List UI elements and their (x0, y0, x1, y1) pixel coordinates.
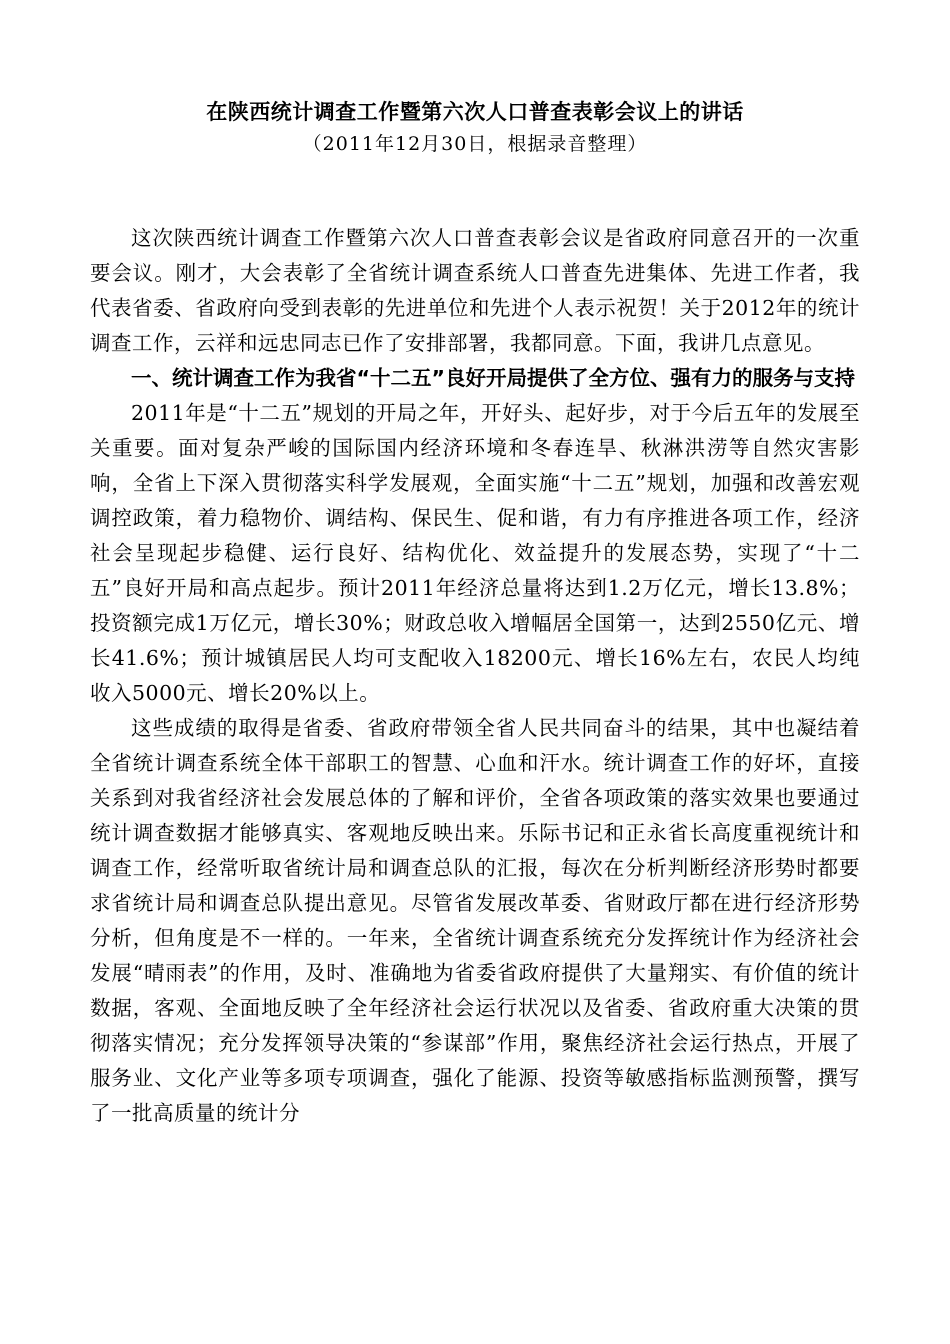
section-heading-1: 一、统计调查工作为我省“十二五”良好开局提供了全方位、强有力的服务与支持 (131, 366, 855, 390)
document-subtitle: （2011年12月30日，根据录音整理） (302, 133, 648, 155)
document-title: 在陕西统计调查工作暨第六次人口普查表彰会议上的讲话 (206, 99, 744, 124)
paragraph-opening: 这次陕西统计调查工作暨第六次人口普查表彰会议是省政府同意召开的一次重要会议。刚才，大会表彰了全省统计调查系统人口普查先进集体、先进工作者，我代表省委、省政府向受到表彰的先进单位和先进个人表示祝贺！关于2012年的统计调查工作，云祥和远忠同志已作了安排部署，我都同意。下面，我讲几点意见。 (90, 226, 860, 355)
paragraph-2011-economy: 2011年是“十二五”规划的开局之年，开好头、起好步，对于今后五年的发展至关重要。面对复杂严峻的国际国内经济环境和冬春连旱、秋淋洪涝等自然灾害影响，全省上下深入贯彻落实科学发展观，全面实施“十二五”规划，加强和改善宏观调控政策，着力稳物价、调结构、保民生、促和谐，有力有序推进各项工作，经济社会呈现起步稳健、运行良好、结构优化、效益提升的发展态势，实现了“十二五”良好开局和高点起步。预计2011年经济总量将达到1.2万亿元，增长13.8%；投资额完成1万亿元，增长30%；财政总收入增幅居全国第一，达到2550亿元、增长41.6%；预计城镇居民人均可支配收入18200元、增长16%左右，农民人均纯收入5000元、增长20%以上。 (90, 401, 860, 705)
document-page (90, 96, 860, 1131)
paragraph-achievements: 这些成绩的取得是省委、省政府带领全省人民共同奋斗的结果，其中也凝结着全省统计调查系统全体干部职工的智慧、心血和汗水。统计调查工作的好坏，直接关系到对我省经济社会发展总体的了解和评价，全省各项政策的落实效果也要通过统计调查数据才能够真实、客观地反映出来。乐际书记和正永省长高度重视统计和调查工作，经常听取省统计局和调查总队的汇报，每次在分析判断经济形势时都要求省统计局和调查总队提出意见。尽管省发展改革委、省财政厅都在进行经济形势分析，但角度是不一样的。一年来，全省统计调查系统充分发挥统计作为经济社会发展“晴雨表”的作用，及时、准确地为省委省政府提供了大量翔实、有价值的统计数据，客观、全面地反映了全年经济社会运行状况以及省委、省政府重大决策的贯彻落实情况；充分发挥领导决策的“参谋部”作用，聚焦经济社会运行热点，开展了服务业、文化产业等多项专项调查，强化了能源、投资等敏感指标监测预警，撰写了一批高质量的统计分 (90, 716, 860, 1125)
document-body (90, 221, 860, 1131)
